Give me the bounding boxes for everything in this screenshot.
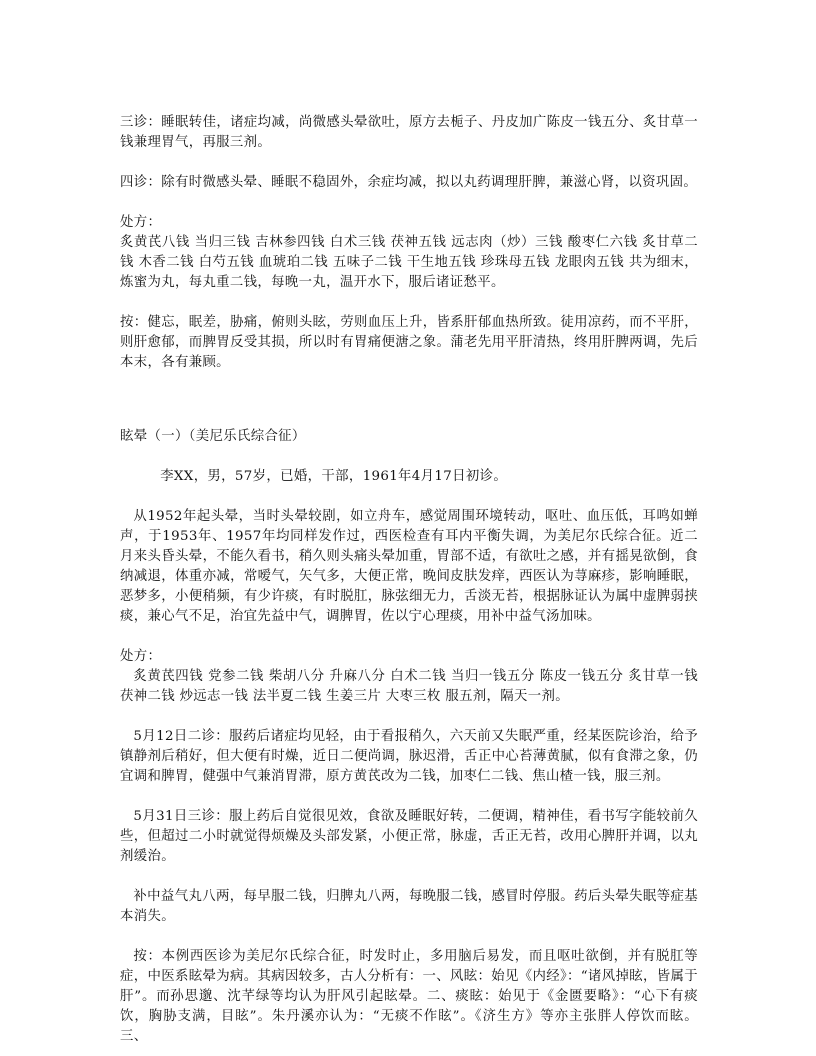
pill-prescription: 炙黄芪八钱 当归三钱 吉林参四钱 白术三钱 茯神五钱 远志肉（炒）三钱 酸枣仁六钱 炙甘草二钱 木香二钱 白芍五钱 血琥珀二钱 五味子二钱 干生地五钱 珍珠母五钱 龙眼肉五钱 共为细末，炼蜜为丸，每丸重二钱，每晚一丸，温开水下，服后诸证愁平。 [120, 235, 698, 290]
spacer [120, 193, 698, 213]
second-visit-paragraph: 5月12日二诊：服药后诸症均见轻，由于看报稍久，六天前又失眠严重，经某医院诊治，给予镇静剂后稍好，但大便有时燥，近日二便尚调，脉迟滑，舌正中心苔薄黄腻，似有食滞之象，仍宜调和脾胃，健强中气兼消胃滞，原方黄芪改为二钱，加枣仁二钱、焦山楂一钱，服三剂。 [120, 729, 698, 784]
patient-info: 李XX，男，57岁，已婚，干部，1961年4月17日初诊。 [160, 469, 508, 484]
decoction-prescription: 炙黄芪四钱 党参二钱 柴胡八分 升麻八分 白术二钱 当归一钱五分 陈皮一钱五分 炙甘草一钱 茯神二钱 炒远志一钱 法半夏二钱 生姜三片 大枣三枚 服五剂，隔天一剂。 [120, 669, 698, 704]
prescription-label: 处方： [120, 215, 162, 230]
pills-paragraph: 补中益气丸八两，每早服二钱，归脾丸八两，每晚服二钱，感冒时停服。药后头晕失眠等症基本消失。 [120, 889, 698, 924]
third-visit-paragraph: 三诊：睡眠转佳，诸症均减，尚微感头晕欲吐，原方去栀子、丹皮加广陈皮一钱五分、炙甘草一钱兼理胃气，再服三剂。 [120, 115, 698, 150]
fourth-visit-paragraph: 四诊：除有时微感头晕、睡眠不稳固外，余症均减，拟以丸药调理肝脾，兼滋心肾，以资巩固。 [120, 175, 698, 190]
case-title: 眩晕（一）（美尼乐氏综合征） [120, 429, 306, 444]
spacer [120, 487, 698, 507]
spacer [120, 293, 698, 313]
commentary-paragraph: 按：健忘，眠差，胁痛，俯则头眩，劳则血压上升，皆系肝郁血热所致。徒用凉药，而不平肝，则肝愈郁，而脾胃反受其损，所以时有胃痛便溏之象。蒲老先用平肝清热，终用肝脾两调，先后本末，各有兼顾。 [120, 315, 698, 370]
spacer [120, 627, 698, 647]
commentary-paragraph-2: 按：本例西医诊为美尼尔氏综合征，时发时止，多用脑后易发，而且呕吐欲倒，并有脱肛等症，中医系眩晕为病。其病因较多，古人分析有：一、风眩：始见《内经》：“诸风掉眩，皆属于肝”。而孙思邈、沈芊绿等均认为肝风引起眩晕。二、痰眩：始见于《金匮要略》：“心下有痰饮，胸胁支满，目眩”。朱丹溪亦认为：“无痰不作眩”。《济生方》等亦主张胖人停饮而眩。三、 [120, 949, 698, 1044]
history-paragraph: 从1952年起头晕，当时头晕较剧，如立舟车，感觉周围环境转动，呕吐、血压低，耳鸣如蝉声，于1953年、1957年均同样发作过，西医检查有耳内平衡失调，为美尼尔氏综合征。近二月来头昏头晕，不能久看书，稍久则头痛头晕加重，胃部不适，有欲吐之感，并有摇晃欲倒，食纳减退，体重亦减，常嗳气，矢气多，大便正常，晚间皮肤发痒，西医认为荨麻疹，影响睡眠，恶梦多，小便稍频，有少许痰，有时脱肛，脉弦细无力，舌淡无苔，根据脉证认为属中虚脾弱挟痰，兼心气不足，治宜先益中气，调脾胃，佐以宁心理痰，用补中益气汤加味。 [120, 509, 698, 624]
third-visit-paragraph-2: 5月31日三诊：服上药后自觉很见效，食欲及睡眠好转，二便调，精神佳，看书写字能较前久些，但超过二小时就觉得烦燥及头部发紧，小便正常，脉虚，舌正无苔，改用心脾肝并调，以丸剂缓治。 [120, 809, 698, 864]
prescription-label-2: 处方： [120, 649, 162, 664]
spacer [120, 447, 698, 467]
spacer [120, 707, 698, 727]
spacer [120, 787, 698, 807]
spacer [120, 927, 698, 947]
spacer [120, 867, 698, 887]
section-spacer [120, 373, 698, 427]
spacer [120, 153, 698, 173]
document-page [120, 113, 698, 1047]
